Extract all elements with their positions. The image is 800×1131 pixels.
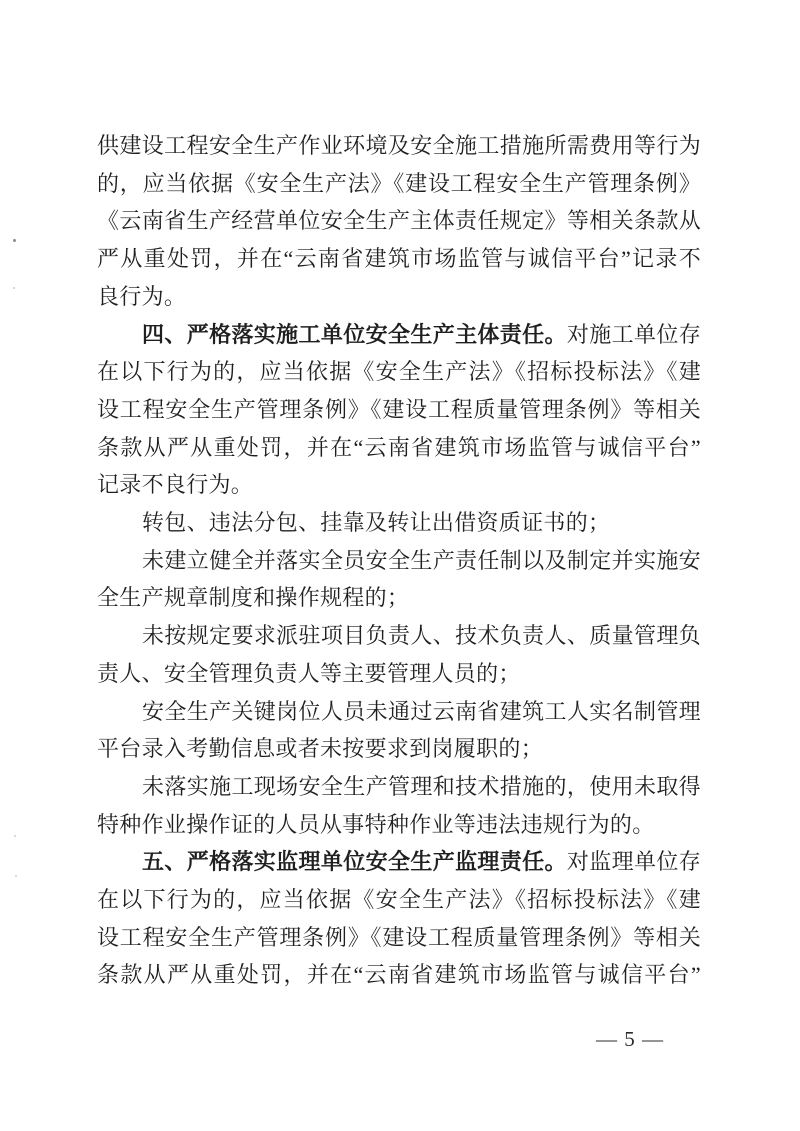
scan-artifact-dot bbox=[15, 875, 17, 877]
text-line: 的，应当依据《安全生产法》《建设工程安全生产管理条例》 bbox=[97, 170, 701, 196]
text-line: 未建立健全并落实全员安全生产责任制以及制定并实施安 bbox=[142, 547, 701, 573]
text-line: 在以下行为的，应当依据《安全生产法》《招标投标法》《建 bbox=[97, 359, 701, 385]
text-line: 未按规定要求派驻项目负责人、技术负责人、质量管理负 bbox=[142, 623, 701, 649]
text-line: 条款从严从重处罚，并在“云南省建筑市场监管与诚信平台” bbox=[97, 962, 701, 988]
text-line: 严从重处罚，并在“云南省建筑市场监管与诚信平台”记录不 bbox=[97, 246, 701, 272]
text-line: 特种作业操作证的人员从事特种作业等违法违规行为的。 bbox=[97, 811, 655, 837]
text-line: 全生产规章制度和操作规程的； bbox=[97, 585, 410, 611]
text-line: 供建设工程安全生产作业环境及安全施工措施所需费用等行为 bbox=[97, 133, 701, 158]
section-five-heading: 五、严格落实监理单位安全生产监理责任。 bbox=[142, 849, 567, 875]
paragraph-penalty-continuation bbox=[97, 127, 701, 316]
paragraph-section-five bbox=[97, 843, 701, 994]
paragraph-item-subcontracting bbox=[97, 504, 701, 542]
text-line: 记录不良行为。 bbox=[97, 472, 254, 498]
paragraph-item-key-personnel bbox=[97, 617, 701, 692]
paragraph-item-attendance-platform bbox=[97, 693, 701, 768]
text-line: 平台录入考勤信息或者未按要求到岗履职的； bbox=[97, 736, 544, 762]
text-line: 转包、违法分包、挂靠及转让出借资质证书的； bbox=[142, 510, 611, 536]
text-line bbox=[97, 316, 701, 354]
scan-artifact-dot bbox=[13, 287, 15, 289]
scan-artifact-dot bbox=[14, 835, 16, 837]
text-line: 安全生产关键岗位人员未通过云南省建筑工人实名制管理 bbox=[142, 698, 701, 724]
paragraph-section-four bbox=[97, 316, 701, 505]
text-line: 《云南省生产经营单位安全生产主体责任规定》等相关条款从 bbox=[97, 208, 701, 234]
text-line: 在以下行为的，应当依据《安全生产法》《招标投标法》《建 bbox=[97, 887, 701, 913]
scan-artifact-dot bbox=[13, 239, 16, 242]
paragraph-item-responsibility-system bbox=[97, 542, 701, 617]
text-line: 设工程安全生产管理条例》《建设工程质量管理条例》等相关 bbox=[97, 924, 701, 950]
page-number: — 5 — bbox=[596, 1027, 664, 1051]
text-line: 责人、安全管理负责人等主要管理人员的； bbox=[97, 660, 521, 686]
text-line: 良行为。 bbox=[97, 283, 187, 309]
document-body bbox=[97, 127, 701, 994]
text-line: 条款从严从重处罚，并在“云南省建筑市场监管与诚信平台” bbox=[97, 434, 701, 460]
paragraph-item-site-management bbox=[97, 768, 701, 843]
section-four-heading: 四、严格落实施工单位安全生产主体责任。 bbox=[142, 321, 567, 347]
text-line: 设工程安全生产管理条例》《建设工程质量管理条例》等相关 bbox=[97, 396, 701, 422]
text-line: 未落实施工现场安全生产管理和技术措施的，使用未取得 bbox=[142, 773, 701, 799]
text-line bbox=[97, 843, 701, 881]
section-four-lead-text: 对施工单位存 bbox=[566, 321, 702, 347]
section-five-lead-text: 对监理单位存 bbox=[566, 849, 702, 875]
